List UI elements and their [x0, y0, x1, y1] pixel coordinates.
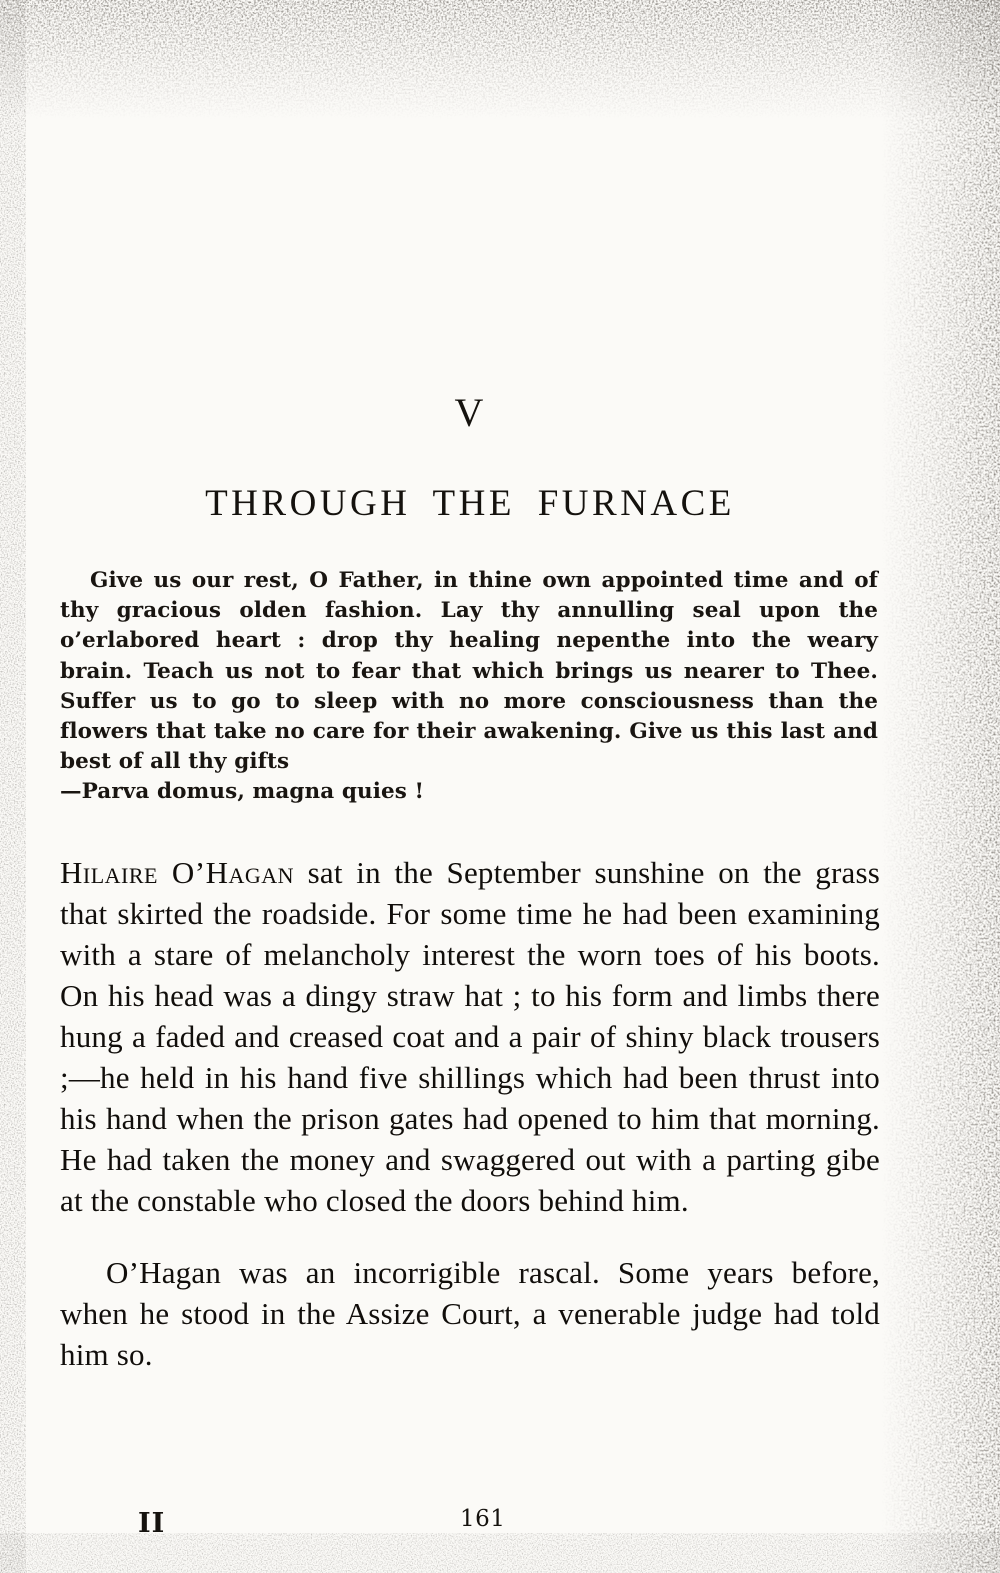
- chapter-title: THROUGH THE FURNACE: [205, 483, 735, 524]
- epigraph: [60, 566, 878, 808]
- epigraph-attribution: —Parva domus, magna quies !: [60, 779, 425, 805]
- page-edge-left-shade: [0, 0, 26, 1573]
- page-text-block: [60, 0, 880, 1406]
- paragraph-lead-smallcaps: Hilaire O’Hagan: [60, 854, 295, 890]
- page-edge-right-speckle: [880, 0, 1000, 1573]
- paragraph-2-text: O’Hagan was an incorrigible rascal. Some years before, when he stood in the Assize Court, a venerable judge had told him so.: [60, 1254, 880, 1372]
- page-number: 161: [460, 1506, 506, 1532]
- epigraph-body: Give us our rest, O Father, in thine own appointed time and of thy gracious olden fashion. Lay thy annulling seal upon the o’erlabored heart : drop thy healing nepenthe into the weary brain. Teach us not to fear that which brings us nearer to Thee. Suffer us to go to sleep with no more consciousness than the flowers that take no care for their awakening. Give us this last and best of all thy gifts: [60, 568, 878, 775]
- body-paragraph-2: [60, 1252, 880, 1375]
- page-edge-bottom-speckle: [0, 1533, 1000, 1573]
- chapter-number: V: [454, 390, 486, 435]
- paragraph-1-text: sat in the September sunshine on the grass that skirted the roadside. For some time he had been examining with a stare of melancholy interest the worn toes of his boots. On his head was a dingy straw hat ; to his form and limbs there hung a faded and creased coat and a pair of shiny black trousers ;—he held in his hand five shillings which had been thrust into his hand when the prison gates had opened to him that morning. He had taken the money and swaggered out with a parting gibe at the constable who closed the doors behind him.: [60, 854, 880, 1218]
- body-paragraph-1: [60, 852, 880, 1221]
- page-footer: [60, 1499, 880, 1539]
- signature-mark: II: [138, 1508, 166, 1539]
